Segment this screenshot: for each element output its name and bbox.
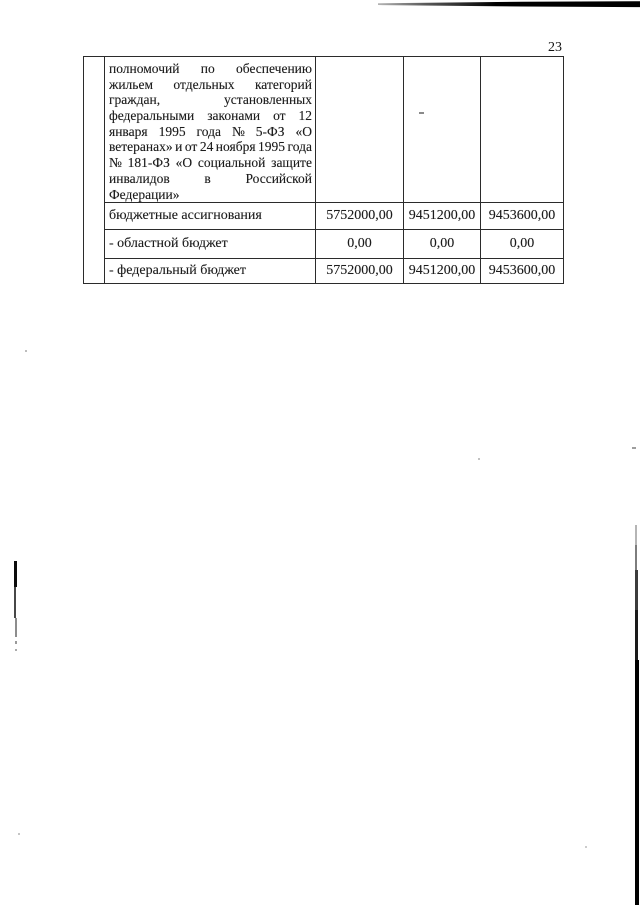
budget-allocations-table xyxy=(83,56,564,284)
scan-artifact-dot xyxy=(25,350,27,352)
scan-artifact-left-line xyxy=(14,561,17,587)
table-row-description xyxy=(84,57,564,203)
scan-artifact-dot xyxy=(478,458,480,460)
description-paragraph: полномочий по обеспечению жильем отдельных категорий граждан, установленных федеральными законами от 12 января 1995 года № 5-ФЗ «О ветеранах» и от 24 ноября 1995 года № 181-ФЗ «О социальной защите инвалидов в Российской Федерации» xyxy=(109,61,312,202)
scan-artifact-left-line xyxy=(15,618,17,637)
row-label: - областной бюджет xyxy=(105,230,316,259)
scan-artifact-dot xyxy=(15,641,17,644)
scan-artifact-dot xyxy=(18,833,20,835)
scan-artifact-dot xyxy=(585,846,587,848)
scan-artifact-right-line xyxy=(635,545,637,570)
table-row xyxy=(84,203,564,230)
table-cell-description xyxy=(105,57,316,203)
row-value: 0,00 xyxy=(404,230,481,259)
row-value: 0,00 xyxy=(481,230,564,259)
scan-artifact-right-line xyxy=(635,610,638,660)
row-label: - федеральный бюджет xyxy=(105,259,316,284)
row-value: 9451200,00 xyxy=(404,203,481,230)
scan-artifact-dash xyxy=(419,112,424,114)
table-row xyxy=(84,259,564,284)
table-cell-left-spacer xyxy=(84,57,105,284)
scan-artifact-top-line xyxy=(378,1,640,8)
scan-artifact-left-line xyxy=(14,587,16,618)
scan-artifact-dot xyxy=(632,447,636,449)
scan-artifact-right-line xyxy=(635,570,638,610)
table-cell-empty xyxy=(404,57,481,203)
row-value: 0,00 xyxy=(316,230,404,259)
row-value: 9453600,00 xyxy=(481,259,564,284)
table-row xyxy=(84,230,564,259)
row-value: 9451200,00 xyxy=(404,259,481,284)
page-number: 23 xyxy=(548,40,562,55)
scan-artifact-dot xyxy=(15,649,17,651)
scan-artifact-right-line xyxy=(635,660,639,905)
scan-artifact-right-line xyxy=(635,525,637,545)
table-cell-empty xyxy=(481,57,564,203)
table-cell-empty xyxy=(316,57,404,203)
row-label: бюджетные ассигнования xyxy=(105,203,316,230)
row-value: 5752000,00 xyxy=(316,259,404,284)
row-value: 5752000,00 xyxy=(316,203,404,230)
row-value: 9453600,00 xyxy=(481,203,564,230)
